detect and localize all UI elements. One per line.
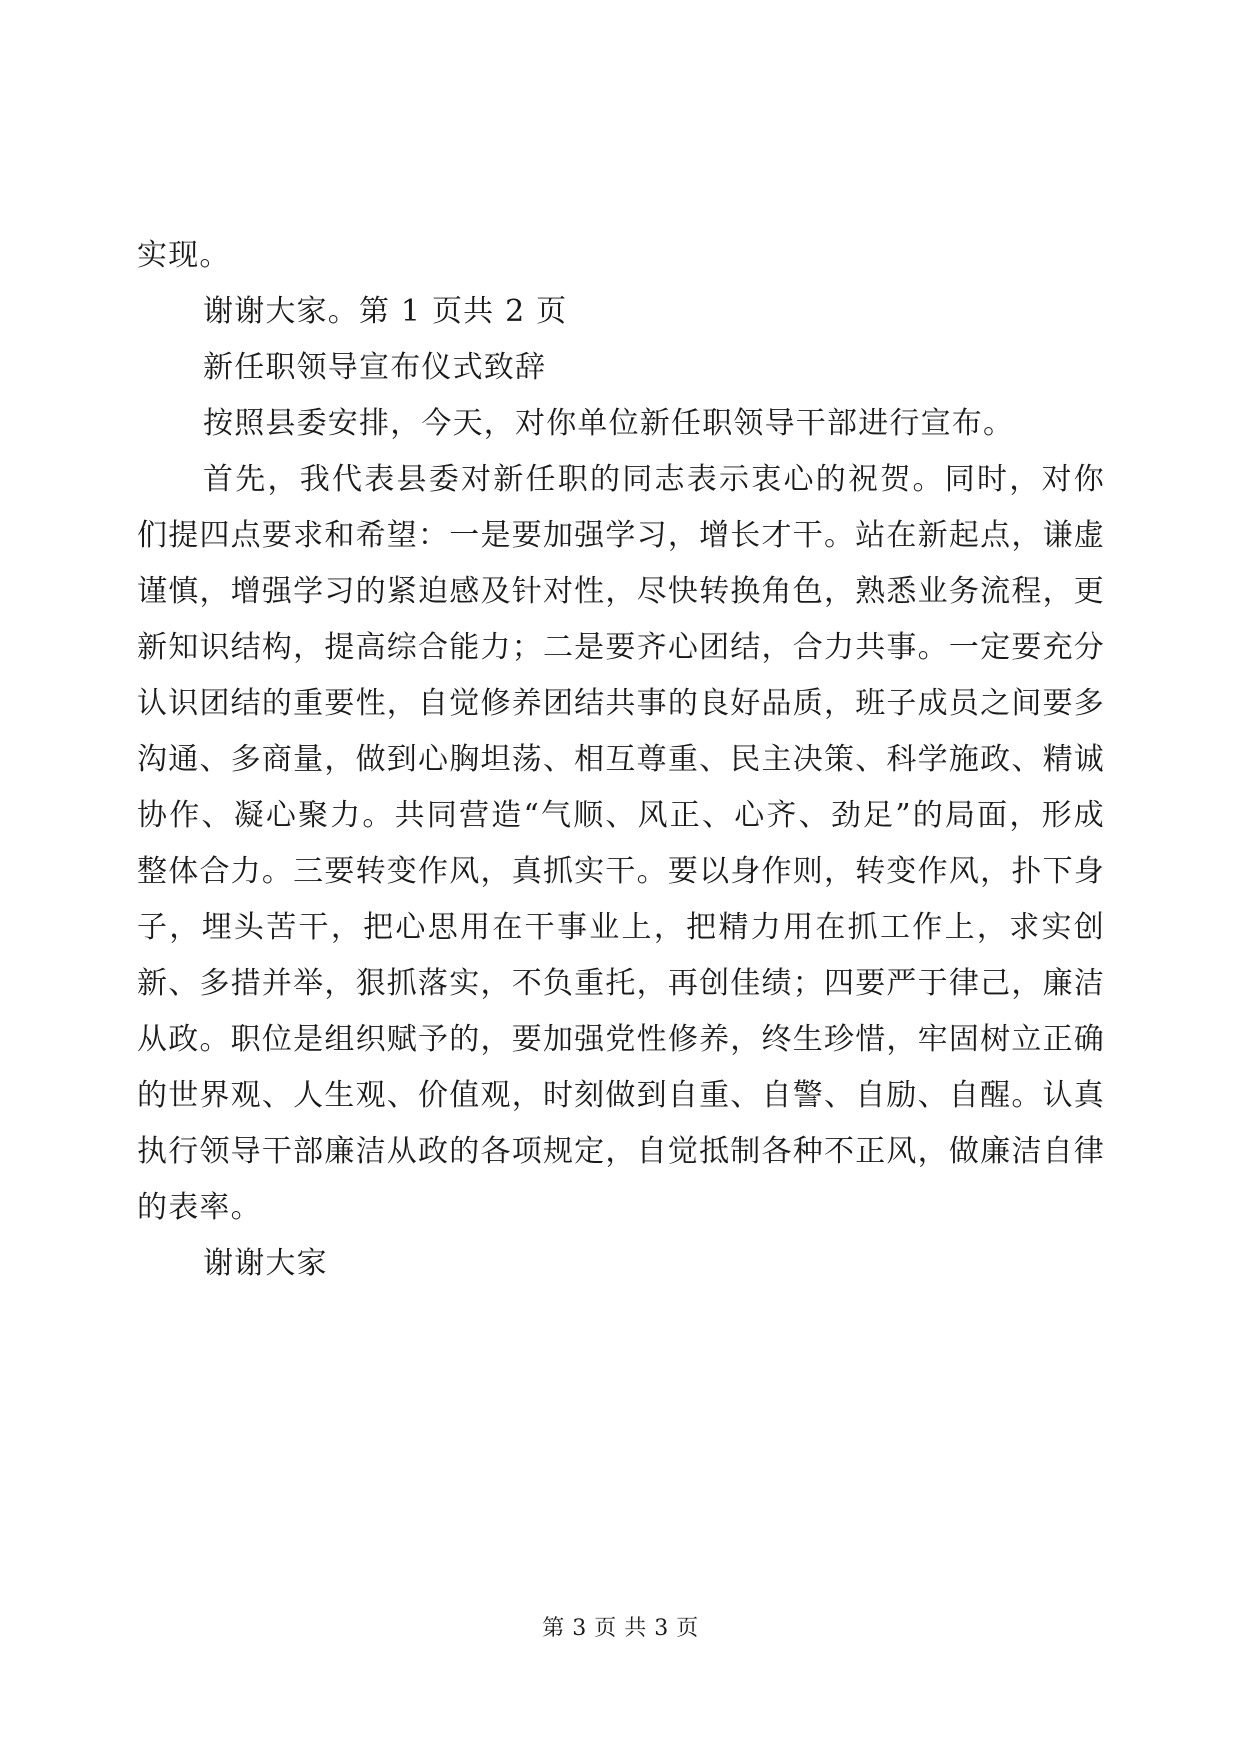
main-paragraph: 首先，我代表县委对新任职的同志表示衷心的祝贺。同时，对你们提四点要求和希望：一是要加强学习，增长才干。站在新起点，谦虚谨慎，增强学习的紧迫感及针对性，尽快转换角色，熟悉业务流程，更新知识结构，提高综合能力；二是要齐心团结，合力共事。一定要充分认识团结的重要性，自觉修养团结共事的良好品质，班子成员之间要多沟通、多商量，做到心胸坦荡、相互尊重、民主决策、科学施政、精诚协作、凝心聚力。共同营造“气顺、风正、心齐、劲足”的局面，形成整体合力。三要转变作风，真抓实干。要以身作则，转变作风，扑下身子，埋头苦干，把心思用在干事业上，把精力用在抓工作上，求实创新、多措并举，狠抓落实，不负重托，再创佳绩；四要严于律己，廉洁从政。职位是组织赋予的，要加强党性修养，终生珍惜，牢固树立正确的世界观、人生观、价值观，时刻做到自重、自警、自励、自醒。认真执行领导干部廉洁从政的各项规定，自觉抵制各种不正风，做廉洁自律的表率。 — [137, 462, 1105, 1225]
thanks-page-note-paragraph: 谢谢大家。第 1 页共 2 页 — [203, 294, 568, 329]
intro-paragraph: 按照县委安排，今天，对你单位新任职领导干部进行宣布。 — [203, 406, 1015, 441]
document-body — [137, 228, 1105, 1292]
page-footer: 第 3 页 共 3 页 — [542, 1616, 699, 1641]
closing-paragraph: 谢谢大家 — [203, 1246, 328, 1281]
continuation-paragraph: 实现。 — [137, 238, 231, 273]
speech-title: 新任职领导宣布仪式致辞 — [203, 350, 547, 385]
